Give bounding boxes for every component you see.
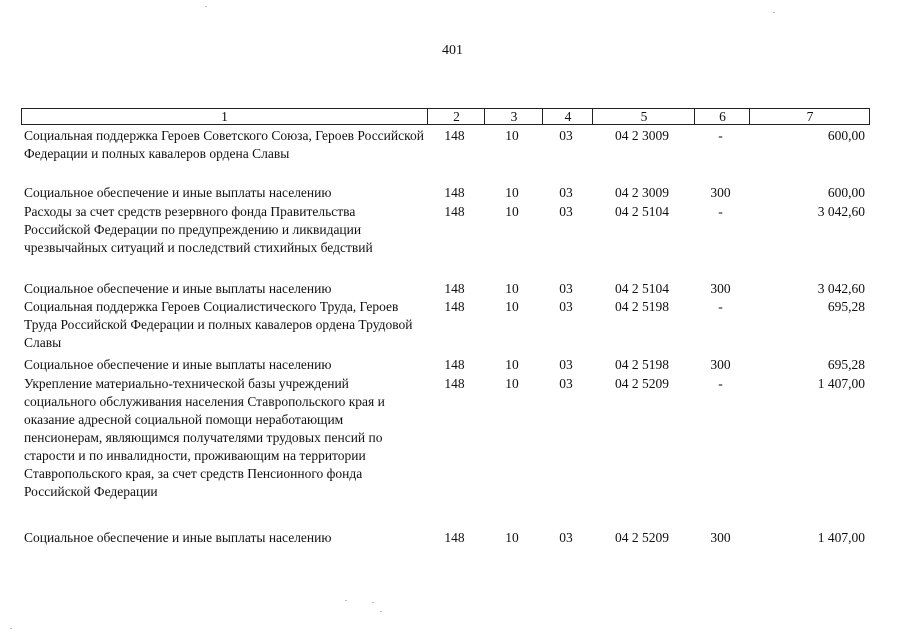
row-col-7: 1 407,00: [817, 530, 865, 545]
row-col-6: 300: [710, 281, 731, 296]
scan-speck: [372, 602, 374, 603]
row-col-4: 03: [559, 376, 573, 391]
row-name: Социальное обеспечение и иные выплаты населению: [24, 281, 332, 296]
row-col-5: 04 2 5198: [615, 299, 669, 314]
row-col-2: 148: [444, 185, 465, 200]
row-col-7: 695,28: [827, 357, 865, 372]
row-col-3: 10: [505, 357, 519, 372]
row-col-2: 148: [444, 299, 465, 314]
scan-speck: [10, 628, 12, 629]
row-col-6: -: [718, 204, 723, 219]
row-col-3: 10: [505, 299, 519, 314]
page-number: 401: [442, 43, 463, 58]
row-col-3: 10: [505, 204, 519, 219]
row-col-4: 03: [559, 128, 573, 143]
scan-speck: [205, 6, 207, 7]
row-col-2: 148: [444, 530, 465, 545]
row-col-6: 300: [710, 185, 731, 200]
row-col-2: 148: [444, 204, 465, 219]
scan-speck: [773, 12, 775, 13]
row-col-2: 148: [444, 357, 465, 372]
row-col-5: 04 2 5198: [615, 357, 669, 372]
row-col-4: 03: [559, 281, 573, 296]
header-col-5: 5: [592, 109, 695, 124]
scan-speck: [345, 600, 347, 601]
row-name: Укрепление материально-технической базы учреждений социального обслуживания населения Ставропольского края и оказание адресной социальной помощи неработающим пенсионерам, являющимся получателями трудовых пенсий по старости и по инвалидности, проживающим на территории Ставропольского края, за счет средств Пенсионного фонда Российской Федерации: [24, 376, 385, 499]
row-col-4: 03: [559, 204, 573, 219]
row-col-6: -: [718, 299, 723, 314]
row-name: Социальная поддержка Героев Советского Союза, Героев Российской Федерации и полных кавалеров ордена Славы: [24, 128, 424, 161]
row-col-6: 300: [710, 530, 731, 545]
row-col-5: 04 2 5104: [615, 204, 669, 219]
row-col-3: 10: [505, 185, 519, 200]
row-col-4: 03: [559, 185, 573, 200]
row-col-3: 10: [505, 376, 519, 391]
header-col-2: 2: [427, 109, 485, 124]
row-col-6: 300: [710, 357, 731, 372]
row-col-7: 3 042,60: [817, 281, 865, 296]
row-col-4: 03: [559, 299, 573, 314]
row-col-5: 04 2 5104: [615, 281, 669, 296]
row-name: Социальное обеспечение и иные выплаты населению: [24, 530, 332, 545]
row-col-7: 600,00: [827, 185, 865, 200]
header-col-4: 4: [542, 109, 593, 124]
header-col-3: 3: [484, 109, 543, 124]
row-col-2: 148: [444, 281, 465, 296]
row-name: Социальное обеспечение и иные выплаты населению: [24, 357, 332, 372]
row-col-4: 03: [559, 530, 573, 545]
row-col-2: 148: [444, 128, 465, 143]
row-name: Социальная поддержка Героев Социалистического Труда, Героев Труда Российской Федерации и полных кавалеров ордена Трудовой Славы: [24, 299, 413, 350]
header-col-7: 7: [749, 109, 870, 124]
row-col-7: 695,28: [827, 299, 865, 314]
table-header: [21, 108, 870, 125]
row-col-3: 10: [505, 128, 519, 143]
row-col-5: 04 2 3009: [615, 128, 669, 143]
row-col-5: 04 2 5209: [615, 530, 669, 545]
header-col-1: 1: [221, 109, 228, 124]
row-col-3: 10: [505, 281, 519, 296]
row-name: Расходы за счет средств резервного фонда Правительства Российской Федерации по предупреждению и ликвидации чрезвычайных ситуаций и последствий стихийных бедствий: [24, 204, 373, 255]
row-name: Социальное обеспечение и иные выплаты населению: [24, 185, 332, 200]
row-col-3: 10: [505, 530, 519, 545]
row-col-6: -: [718, 376, 723, 391]
scan-speck: [380, 611, 382, 612]
row-col-4: 03: [559, 357, 573, 372]
header-col-6: 6: [694, 109, 750, 124]
row-col-5: 04 2 5209: [615, 376, 669, 391]
row-col-5: 04 2 3009: [615, 185, 669, 200]
row-col-7: 3 042,60: [817, 204, 865, 219]
row-col-2: 148: [444, 376, 465, 391]
row-col-7: 1 407,00: [817, 376, 865, 391]
row-col-6: -: [718, 128, 723, 143]
row-col-7: 600,00: [827, 128, 865, 143]
